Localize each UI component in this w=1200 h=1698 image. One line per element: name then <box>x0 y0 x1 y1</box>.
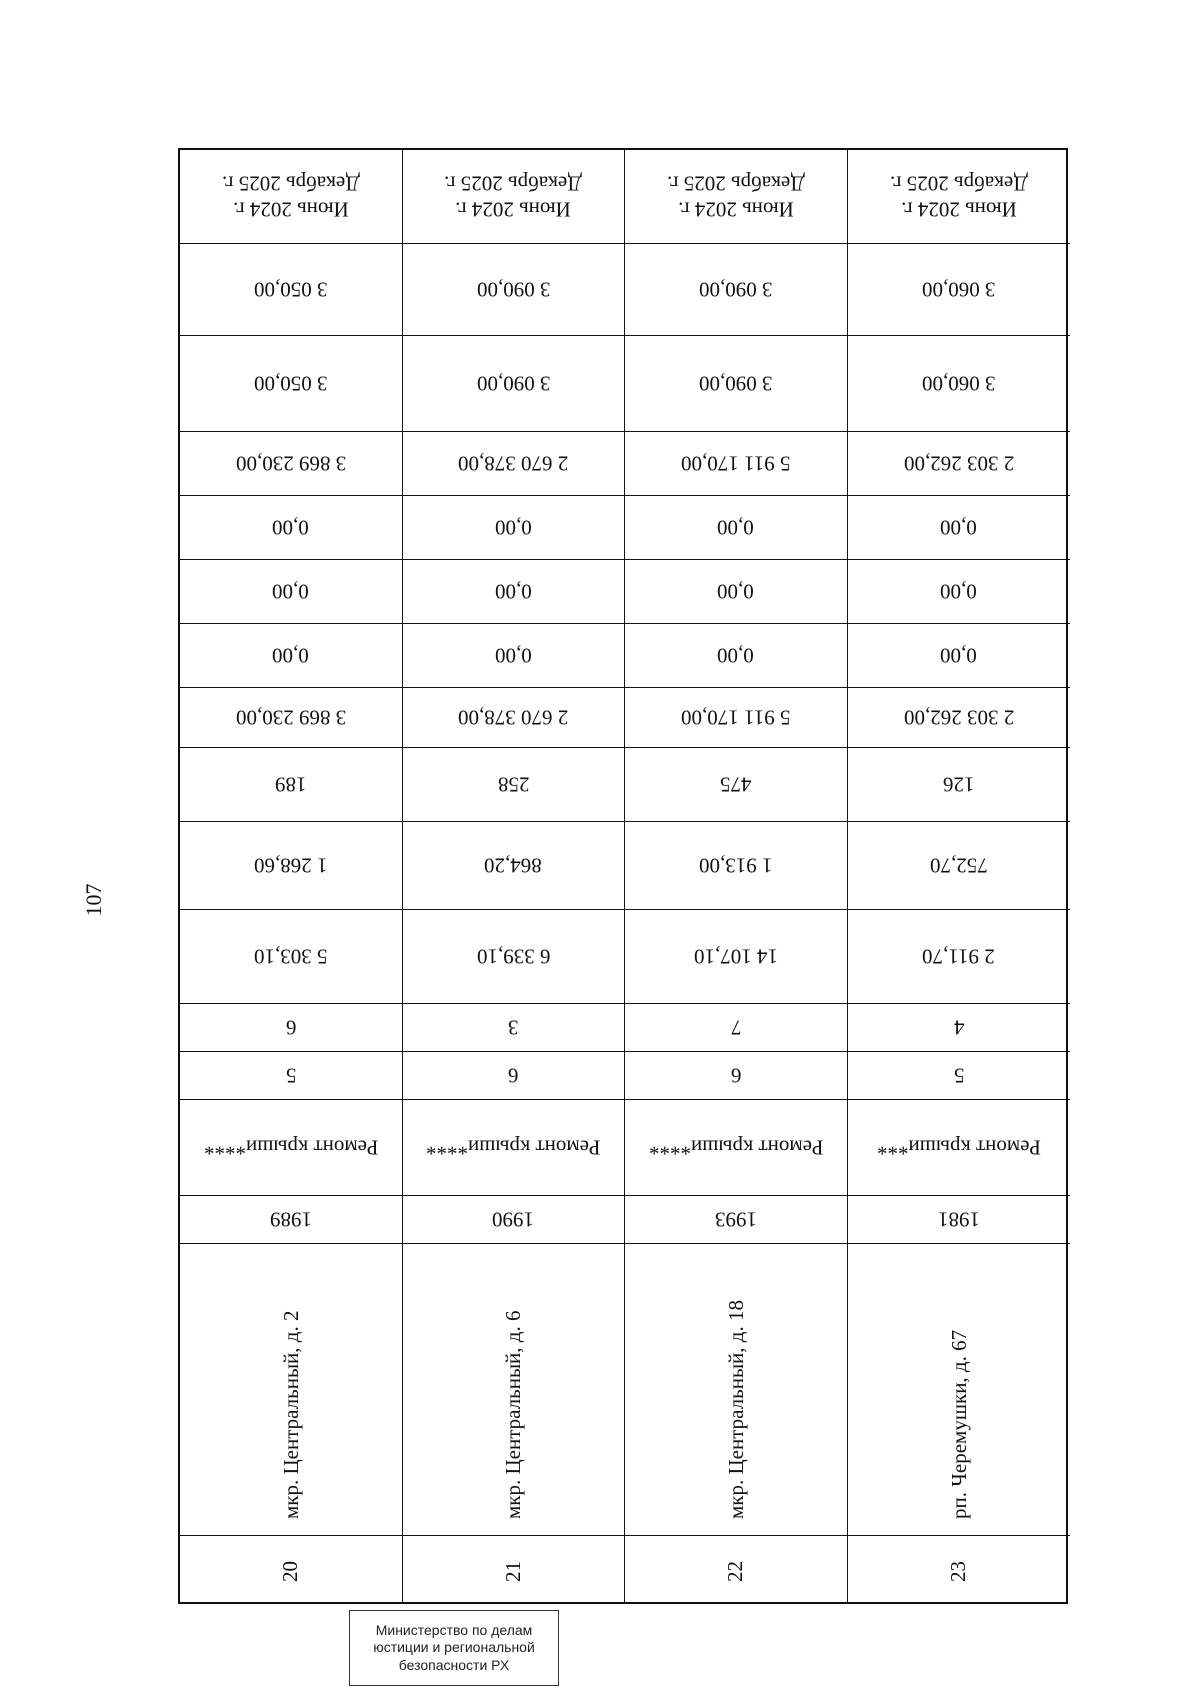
cell-cost-local <box>625 496 847 560</box>
cell-cost-regional <box>848 560 1071 624</box>
floors-value: 5 <box>953 1063 964 1088</box>
row-number: 23 <box>946 1560 971 1582</box>
cost-federal-value: 0,00 <box>940 643 978 668</box>
stamp-line: Министерство по делам <box>375 1621 533 1638</box>
cell-roof-area <box>848 822 1071 910</box>
repair-program-table <box>178 148 1068 1604</box>
period-line: Декабрь 2025 г. <box>444 171 583 196</box>
stamp-line: безопасности РХ <box>398 1656 510 1673</box>
cell-no <box>403 1536 625 1606</box>
cost-owners-value: 3 869 230,00 <box>235 451 346 476</box>
work-value: Ремонт крыши**** <box>426 1135 601 1160</box>
cell-unit-cost <box>180 336 402 432</box>
cost-total-value: 2 670 378,00 <box>458 705 569 730</box>
cost-local-value: 0,00 <box>272 515 310 540</box>
period-line: Декабрь 2025 г. <box>666 171 805 196</box>
cell-cost-regional <box>403 560 625 624</box>
cell-entrances <box>848 1004 1071 1052</box>
cost-federal-value: 0,00 <box>272 643 310 668</box>
cell-period <box>625 150 847 244</box>
cell-total-area <box>180 910 402 1004</box>
cost-federal-value: 0,00 <box>717 643 755 668</box>
cell-total-area <box>848 910 1071 1004</box>
period-line: Июнь 2024 г. <box>455 197 572 222</box>
cell-roof-area <box>403 822 625 910</box>
cost-regional-value: 0,00 <box>717 579 755 604</box>
cell-no <box>625 1536 847 1606</box>
period-line: Июнь 2024 г. <box>900 197 1017 222</box>
cell-year <box>625 1196 847 1244</box>
cost-owners-value: 5 911 170,00 <box>681 451 791 476</box>
cost-local-value: 0,00 <box>717 515 755 540</box>
cell-work <box>848 1100 1071 1196</box>
total-area-value: 14 107,10 <box>693 944 778 969</box>
cost-regional-value: 0,00 <box>940 579 978 604</box>
cell-address <box>180 1244 402 1536</box>
cell-cost-federal <box>625 624 847 688</box>
cell-floors <box>180 1052 402 1100</box>
cell-year <box>848 1196 1071 1244</box>
cell-unit-cost <box>625 336 847 432</box>
cell-entrances <box>625 1004 847 1052</box>
cell-work <box>403 1100 625 1196</box>
cell-no <box>180 1536 402 1606</box>
row-number: 20 <box>278 1560 303 1582</box>
limit-cost-value: 3 060,00 <box>922 277 996 302</box>
cost-total-value: 5 911 170,00 <box>681 705 791 730</box>
address-text: мкр. Центральный, д. 6 <box>501 1310 526 1519</box>
entrances-value: 6 <box>285 1015 296 1040</box>
cell-total-area <box>403 910 625 1004</box>
cell-cost-total <box>180 688 402 748</box>
total-area-value: 6 339,10 <box>476 944 550 969</box>
address-text: мкр. Центральный, д. 18 <box>723 1300 748 1519</box>
cost-federal-value: 0,00 <box>494 643 532 668</box>
period-line: Июнь 2024 г. <box>232 197 349 222</box>
cell-cost-federal <box>403 624 625 688</box>
total-area-value: 2 911,70 <box>922 944 996 969</box>
limit-cost-value: 3 050,00 <box>254 277 328 302</box>
cell-floors <box>625 1052 847 1100</box>
cell-unit-cost <box>848 336 1071 432</box>
cell-work <box>625 1100 847 1196</box>
floors-value: 6 <box>730 1063 741 1088</box>
cell-limit-cost <box>625 244 847 336</box>
cell-roof-area <box>180 822 402 910</box>
roof-area-value: 1 268,60 <box>254 853 328 878</box>
stamp-line: юстиции и региональной <box>373 1639 535 1656</box>
cell-cost-federal <box>848 624 1071 688</box>
floors-value: 5 <box>285 1063 296 1088</box>
cell-residents <box>625 748 847 822</box>
period-text <box>222 170 360 223</box>
entrances-value: 4 <box>953 1015 964 1040</box>
cell-cost-total <box>848 688 1071 748</box>
year-value: 1993 <box>714 1207 757 1232</box>
row-number: 22 <box>723 1560 748 1582</box>
work-value: Ремонт крыши**** <box>648 1135 823 1160</box>
period-line: Июнь 2024 г. <box>677 197 794 222</box>
table-row <box>403 150 626 1602</box>
work-value: Ремонт крыши*** <box>876 1135 1041 1160</box>
cost-regional-value: 0,00 <box>272 579 310 604</box>
cell-address <box>848 1244 1071 1536</box>
cell-work <box>180 1100 402 1196</box>
entrances-value: 3 <box>508 1015 519 1040</box>
cell-period <box>403 150 625 244</box>
cell-floors <box>403 1052 625 1100</box>
unit-cost-value: 3 090,00 <box>476 371 550 396</box>
cost-total-value: 3 869 230,00 <box>235 705 346 730</box>
cell-year <box>403 1196 625 1244</box>
cell-cost-owners <box>403 432 625 496</box>
roof-area-value: 752,70 <box>929 853 988 878</box>
work-value: Ремонт крыши**** <box>203 1135 378 1160</box>
period-text <box>444 170 582 223</box>
residents-value: 126 <box>943 772 975 797</box>
cell-total-area <box>625 910 847 1004</box>
cell-cost-local <box>403 496 625 560</box>
unit-cost-value: 3 060,00 <box>922 371 996 396</box>
cell-cost-federal <box>180 624 402 688</box>
cell-cost-total <box>625 688 847 748</box>
cell-cost-local <box>180 496 402 560</box>
limit-cost-value: 3 090,00 <box>476 277 550 302</box>
page-number: 107 <box>81 883 106 917</box>
cell-address <box>403 1244 625 1536</box>
year-value: 1990 <box>492 1207 535 1232</box>
cell-entrances <box>403 1004 625 1052</box>
floors-value: 6 <box>508 1063 519 1088</box>
cell-cost-total <box>403 688 625 748</box>
cell-period <box>180 150 402 244</box>
cost-total-value: 2 303 262,00 <box>903 705 1014 730</box>
period-line: Декабрь 2025 г. <box>889 171 1028 196</box>
unit-cost-value: 3 050,00 <box>254 371 328 396</box>
limit-cost-value: 3 090,00 <box>699 277 773 302</box>
period-line: Декабрь 2025 г. <box>221 171 360 196</box>
period-text <box>890 170 1028 223</box>
cost-local-value: 0,00 <box>940 515 978 540</box>
registration-stamp <box>349 1610 559 1686</box>
cost-local-value: 0,00 <box>494 515 532 540</box>
row-number: 21 <box>500 1560 525 1582</box>
cost-regional-value: 0,00 <box>494 579 532 604</box>
cell-cost-owners <box>848 432 1071 496</box>
cell-roof-area <box>625 822 847 910</box>
residents-value: 258 <box>497 772 529 797</box>
cell-residents <box>180 748 402 822</box>
cost-owners-value: 2 670 378,00 <box>458 451 569 476</box>
cell-period <box>848 150 1071 244</box>
cell-year <box>180 1196 402 1244</box>
cell-address <box>625 1244 847 1536</box>
year-value: 1989 <box>269 1207 312 1232</box>
cell-limit-cost <box>848 244 1071 336</box>
cell-residents <box>403 748 625 822</box>
cell-entrances <box>180 1004 402 1052</box>
cell-cost-local <box>848 496 1071 560</box>
roof-area-value: 864,20 <box>484 853 543 878</box>
cost-owners-value: 2 303 262,00 <box>903 451 1014 476</box>
cell-cost-owners <box>625 432 847 496</box>
total-area-value: 5 303,10 <box>254 944 328 969</box>
table-row <box>180 150 403 1602</box>
cell-limit-cost <box>403 244 625 336</box>
cell-limit-cost <box>180 244 402 336</box>
address-text: рп. Черемушки, д. 67 <box>946 1329 971 1519</box>
roof-area-value: 1 913,00 <box>699 853 773 878</box>
cell-cost-regional <box>180 560 402 624</box>
address-text: мкр. Центральный, д. 2 <box>278 1310 303 1519</box>
cell-cost-owners <box>180 432 402 496</box>
cell-cost-regional <box>625 560 847 624</box>
unit-cost-value: 3 090,00 <box>699 371 773 396</box>
entrances-value: 7 <box>730 1015 741 1040</box>
residents-value: 475 <box>720 772 752 797</box>
year-value: 1981 <box>937 1207 980 1232</box>
table-row <box>625 150 848 1602</box>
period-text <box>667 170 805 223</box>
cell-residents <box>848 748 1071 822</box>
table-row <box>848 150 1071 1602</box>
cell-unit-cost <box>403 336 625 432</box>
cell-no <box>848 1536 1071 1606</box>
residents-value: 189 <box>275 772 307 797</box>
cell-floors <box>848 1052 1071 1100</box>
